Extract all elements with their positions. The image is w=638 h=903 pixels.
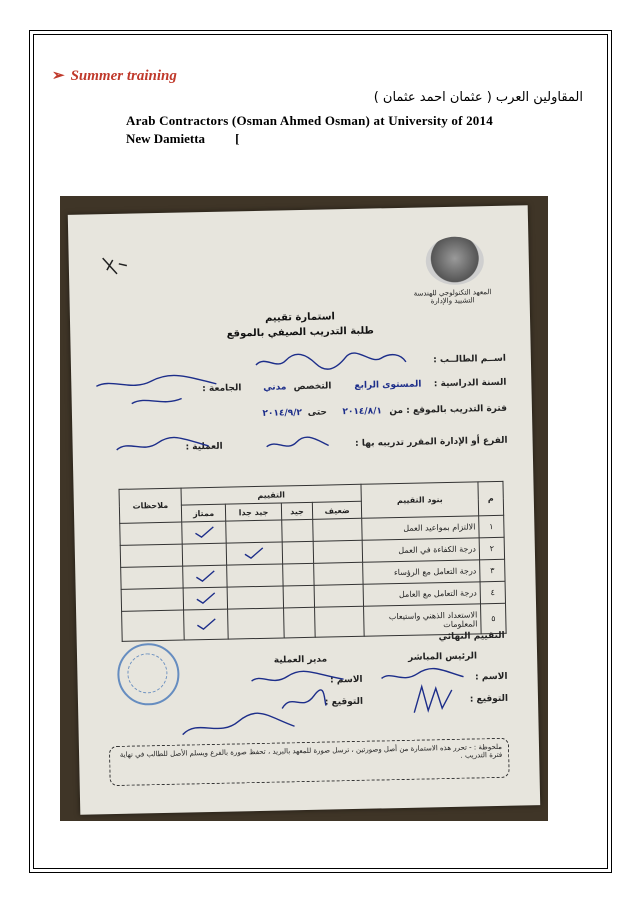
evaluation-form-photo — [60, 196, 548, 821]
manager-name-handwriting — [247, 667, 347, 689]
col-header-notes: ملاحظات — [119, 488, 182, 523]
institute-logo-icon — [425, 236, 484, 285]
checkmark-icon — [226, 542, 282, 565]
checkmark-icon — [183, 565, 228, 588]
row-num: ٥ — [481, 603, 507, 634]
arabic-company-name: المقاولين العرب ( عثمان احمد عثمان ) — [373, 90, 583, 105]
student-name-handwriting — [251, 348, 411, 373]
manager-signature-label: التوقيع : — [324, 696, 364, 708]
manager-name-label: الاسم : — [330, 674, 363, 686]
direct-supervisor-label: الرئيس المباشر — [408, 651, 478, 663]
english-company-line: Arab Contractors (Osman Ahmed Osman) at University of 2014 — [126, 113, 493, 128]
handwritten-mark-icon — [99, 254, 130, 280]
row-item: درجة التعامل مع الرؤساء — [363, 560, 480, 584]
period-label: فترة التدريب بالموقع : من — [389, 403, 508, 417]
period-from: ٢٠١٤/٨/١ — [342, 406, 383, 418]
heading-text: Summer training — [70, 68, 177, 84]
major-value: مدني — [263, 382, 287, 393]
checkmark-icon — [182, 521, 227, 544]
period-to: ٢٠١٤/٩/٢ — [262, 408, 303, 419]
col-header-num: م — [478, 481, 504, 516]
col-header-weak: ضعيف — [313, 501, 362, 519]
checkmark-icon — [183, 587, 228, 610]
form-title — [220, 308, 381, 341]
form-title-line2: طلبة التدريب الصيفي بالموقع — [226, 325, 375, 340]
operation-handwriting — [112, 434, 212, 458]
col-header-very-good: جيد جدا — [226, 503, 282, 521]
row-num: ٤ — [480, 581, 505, 604]
supervisor-signature — [408, 682, 459, 717]
operation-manager-label: مدير العملية — [273, 654, 328, 666]
evaluation-table — [119, 481, 507, 642]
major-label: التخصص — [293, 381, 332, 393]
col-header-items: بنود التقييم — [361, 482, 479, 518]
col-header-good: جيد — [281, 502, 313, 520]
university-label: الجامعة : — [202, 383, 242, 395]
col-header-rating: التقييم — [181, 484, 361, 505]
row-item: درجة الكفاءة في العمل — [362, 538, 479, 562]
row-num: ٢ — [479, 537, 504, 560]
bracket-mark: [ — [235, 131, 240, 146]
form-paper — [68, 205, 540, 815]
branch-manager-signature — [178, 710, 299, 743]
final-rating-label: التقييم النهائي — [438, 630, 505, 643]
branch-handwriting — [262, 433, 332, 454]
arrow-bullet-icon: ➢ — [52, 68, 65, 84]
until-label: حتى — [307, 407, 328, 418]
col-header-excellent: ممتاز — [181, 504, 226, 522]
row-item: درجة التعامل مع العامل — [363, 582, 480, 606]
year-value: المستوى الرابع — [354, 379, 422, 391]
form-title-line1: استمارة تقييم — [264, 311, 336, 324]
row-item: الاستعداد الذهني واستيعاب المعلومات — [364, 604, 482, 636]
year-label: السنة الدراسية : — [433, 377, 507, 390]
location-text: New Damietta — [126, 131, 206, 146]
supervisor-name-label: الاسم : — [475, 671, 508, 683]
row-num: ٣ — [480, 559, 505, 582]
english-location-line — [126, 131, 239, 147]
note-box: ملحوظة : - تحرر هذه الاستمارة من أصل وصورتين ، ترسل صورة للمعهد بالبريد ، تحفظ صورة بالفرع ويسلم الأصل للطالب في نهاية فترة التدريب . — [109, 738, 510, 786]
row-num: ١ — [479, 515, 504, 538]
row-item: الالتزام بمواعيد العمل — [362, 516, 479, 540]
operation-label: العملية : — [185, 441, 223, 453]
supervisor-signature-label: التوقيع : — [469, 693, 509, 705]
student-label: اســم الطالــب : — [433, 353, 506, 366]
checkmark-icon — [184, 609, 229, 640]
section-heading — [52, 66, 177, 85]
university-handwriting — [91, 372, 222, 415]
branch-label: الفرع أو الإدارة المقرر تدريبه بها : — [355, 435, 508, 449]
institute-name: المعهد التكنولوجي للهندسة التشييد والإدارة — [413, 288, 492, 306]
